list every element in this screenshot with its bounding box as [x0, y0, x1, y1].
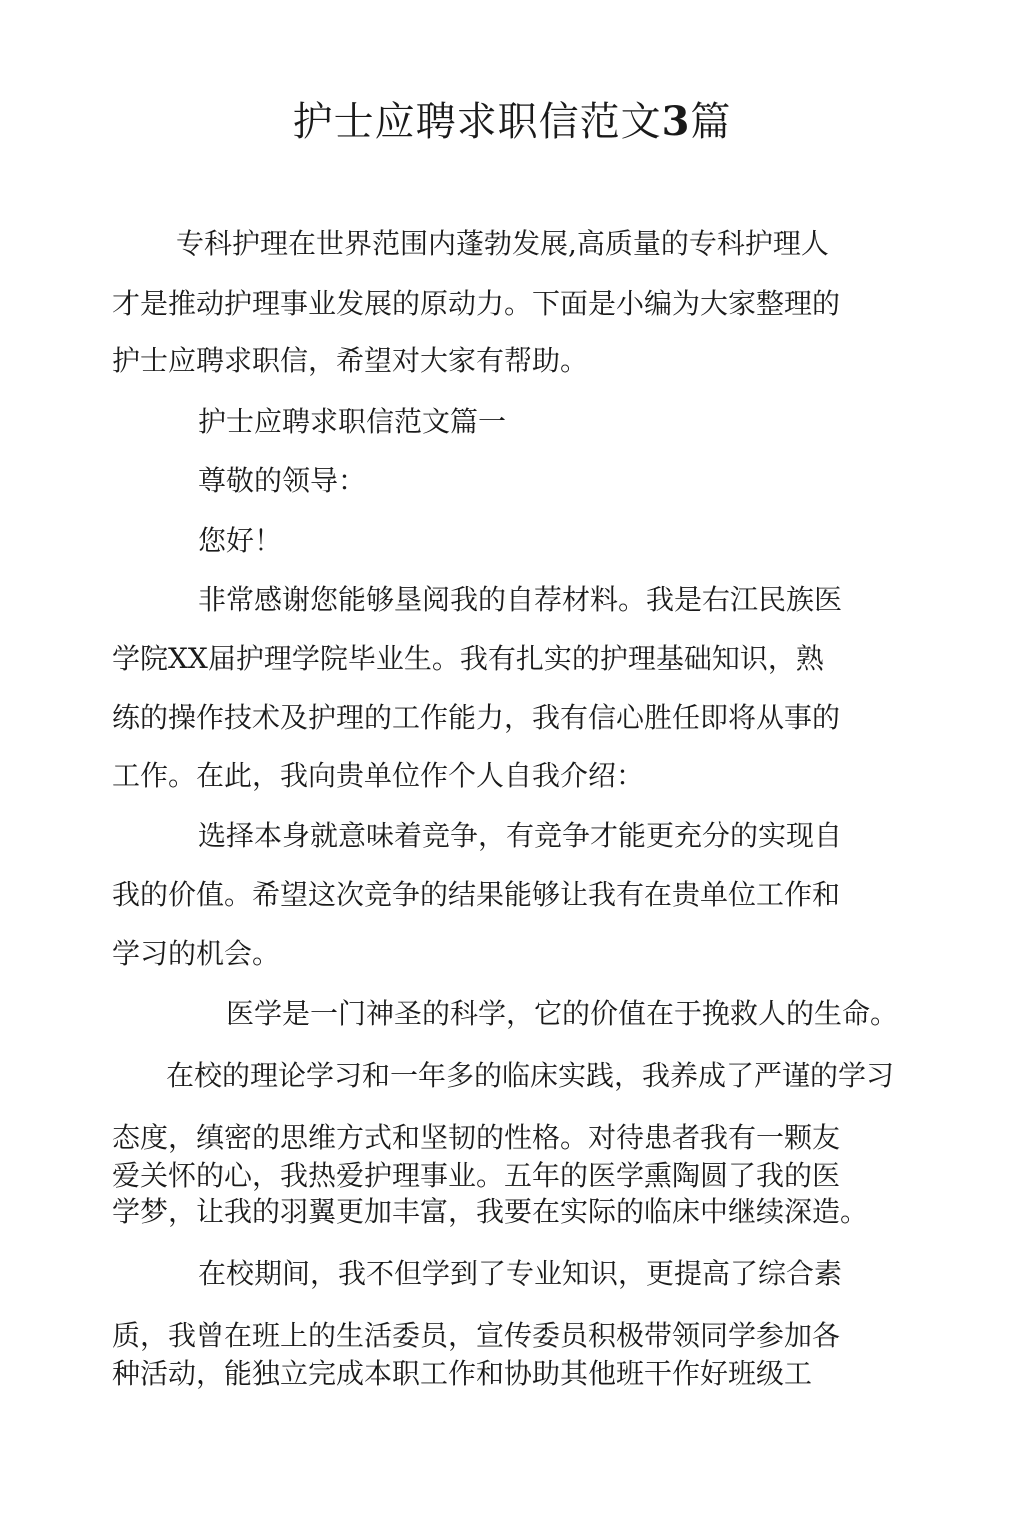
paragraph-line: 练的操作技术及护理的工作能力，我有信心胜任即将从事的 — [112, 701, 841, 734]
paragraph-line: 爱关怀的心，我热爱护理事业。五年的医学熏陶圆了我的医 — [112, 1159, 841, 1192]
title-number: 3 — [661, 98, 691, 145]
paragraph-line: 工作。在此，我向贵单位作个人自我介绍： — [112, 759, 645, 792]
paragraph-line: 质，我曾在班上的生活委员，宣传委员积极带领同学参加各 — [112, 1319, 841, 1352]
paragraph-line: 选择本身就意味着竞争，有竞争才能更充分的实现自 — [198, 819, 843, 852]
paragraph-line: 学院XX届护理学院毕业生。我有扎实的护理基础知识，熟 — [112, 642, 824, 675]
paragraph-line: 专科护理在世界范围内蓬勃发展,高质量的专科护理人 — [176, 227, 829, 260]
paragraph-line: 学梦，让我的羽翼更加丰富，我要在实际的临床中继续深造。 — [112, 1195, 869, 1228]
paragraph-line: 学习的机会。 — [112, 937, 281, 970]
paragraph-line: 我的价值。希望这次竞争的结果能够让我有在贵单位工作和 — [112, 878, 841, 911]
paragraph-line: 种活动，能独立完成本职工作和协助其他班干作好班级工 — [112, 1357, 813, 1390]
section-heading: 护士应聘求职信范文篇一 — [198, 405, 507, 438]
paragraph-line: 非常感谢您能够垦阅我的自荐材料。我是右江民族医 — [198, 583, 843, 616]
paragraph-line: 在校期间，我不但学到了专业知识，更提高了综合素 — [198, 1257, 843, 1290]
title-suffix: 篇 — [690, 99, 732, 145]
greeting: 您好！ — [198, 524, 283, 557]
paragraph-line: 态度，缜密的思维方式和坚韧的性格。对待患者我有一颗友 — [112, 1121, 841, 1154]
document-title — [0, 96, 1024, 148]
title-text: 护士应聘求职信范文 — [292, 99, 662, 145]
paragraph-line: 医学是一门神圣的科学，它的价值在于挽救人的生命。 — [226, 997, 899, 1030]
paragraph-line: 在校的理论学习和一年多的临床实践，我养成了严谨的学习 — [166, 1059, 895, 1092]
paragraph-line: 才是推动护理事业发展的原动力。下面是小编为大家整理的 — [112, 287, 841, 320]
salutation: 尊敬的领导： — [198, 464, 367, 497]
paragraph-line: 护士应聘求职信，希望对大家有帮助。 — [112, 344, 589, 377]
